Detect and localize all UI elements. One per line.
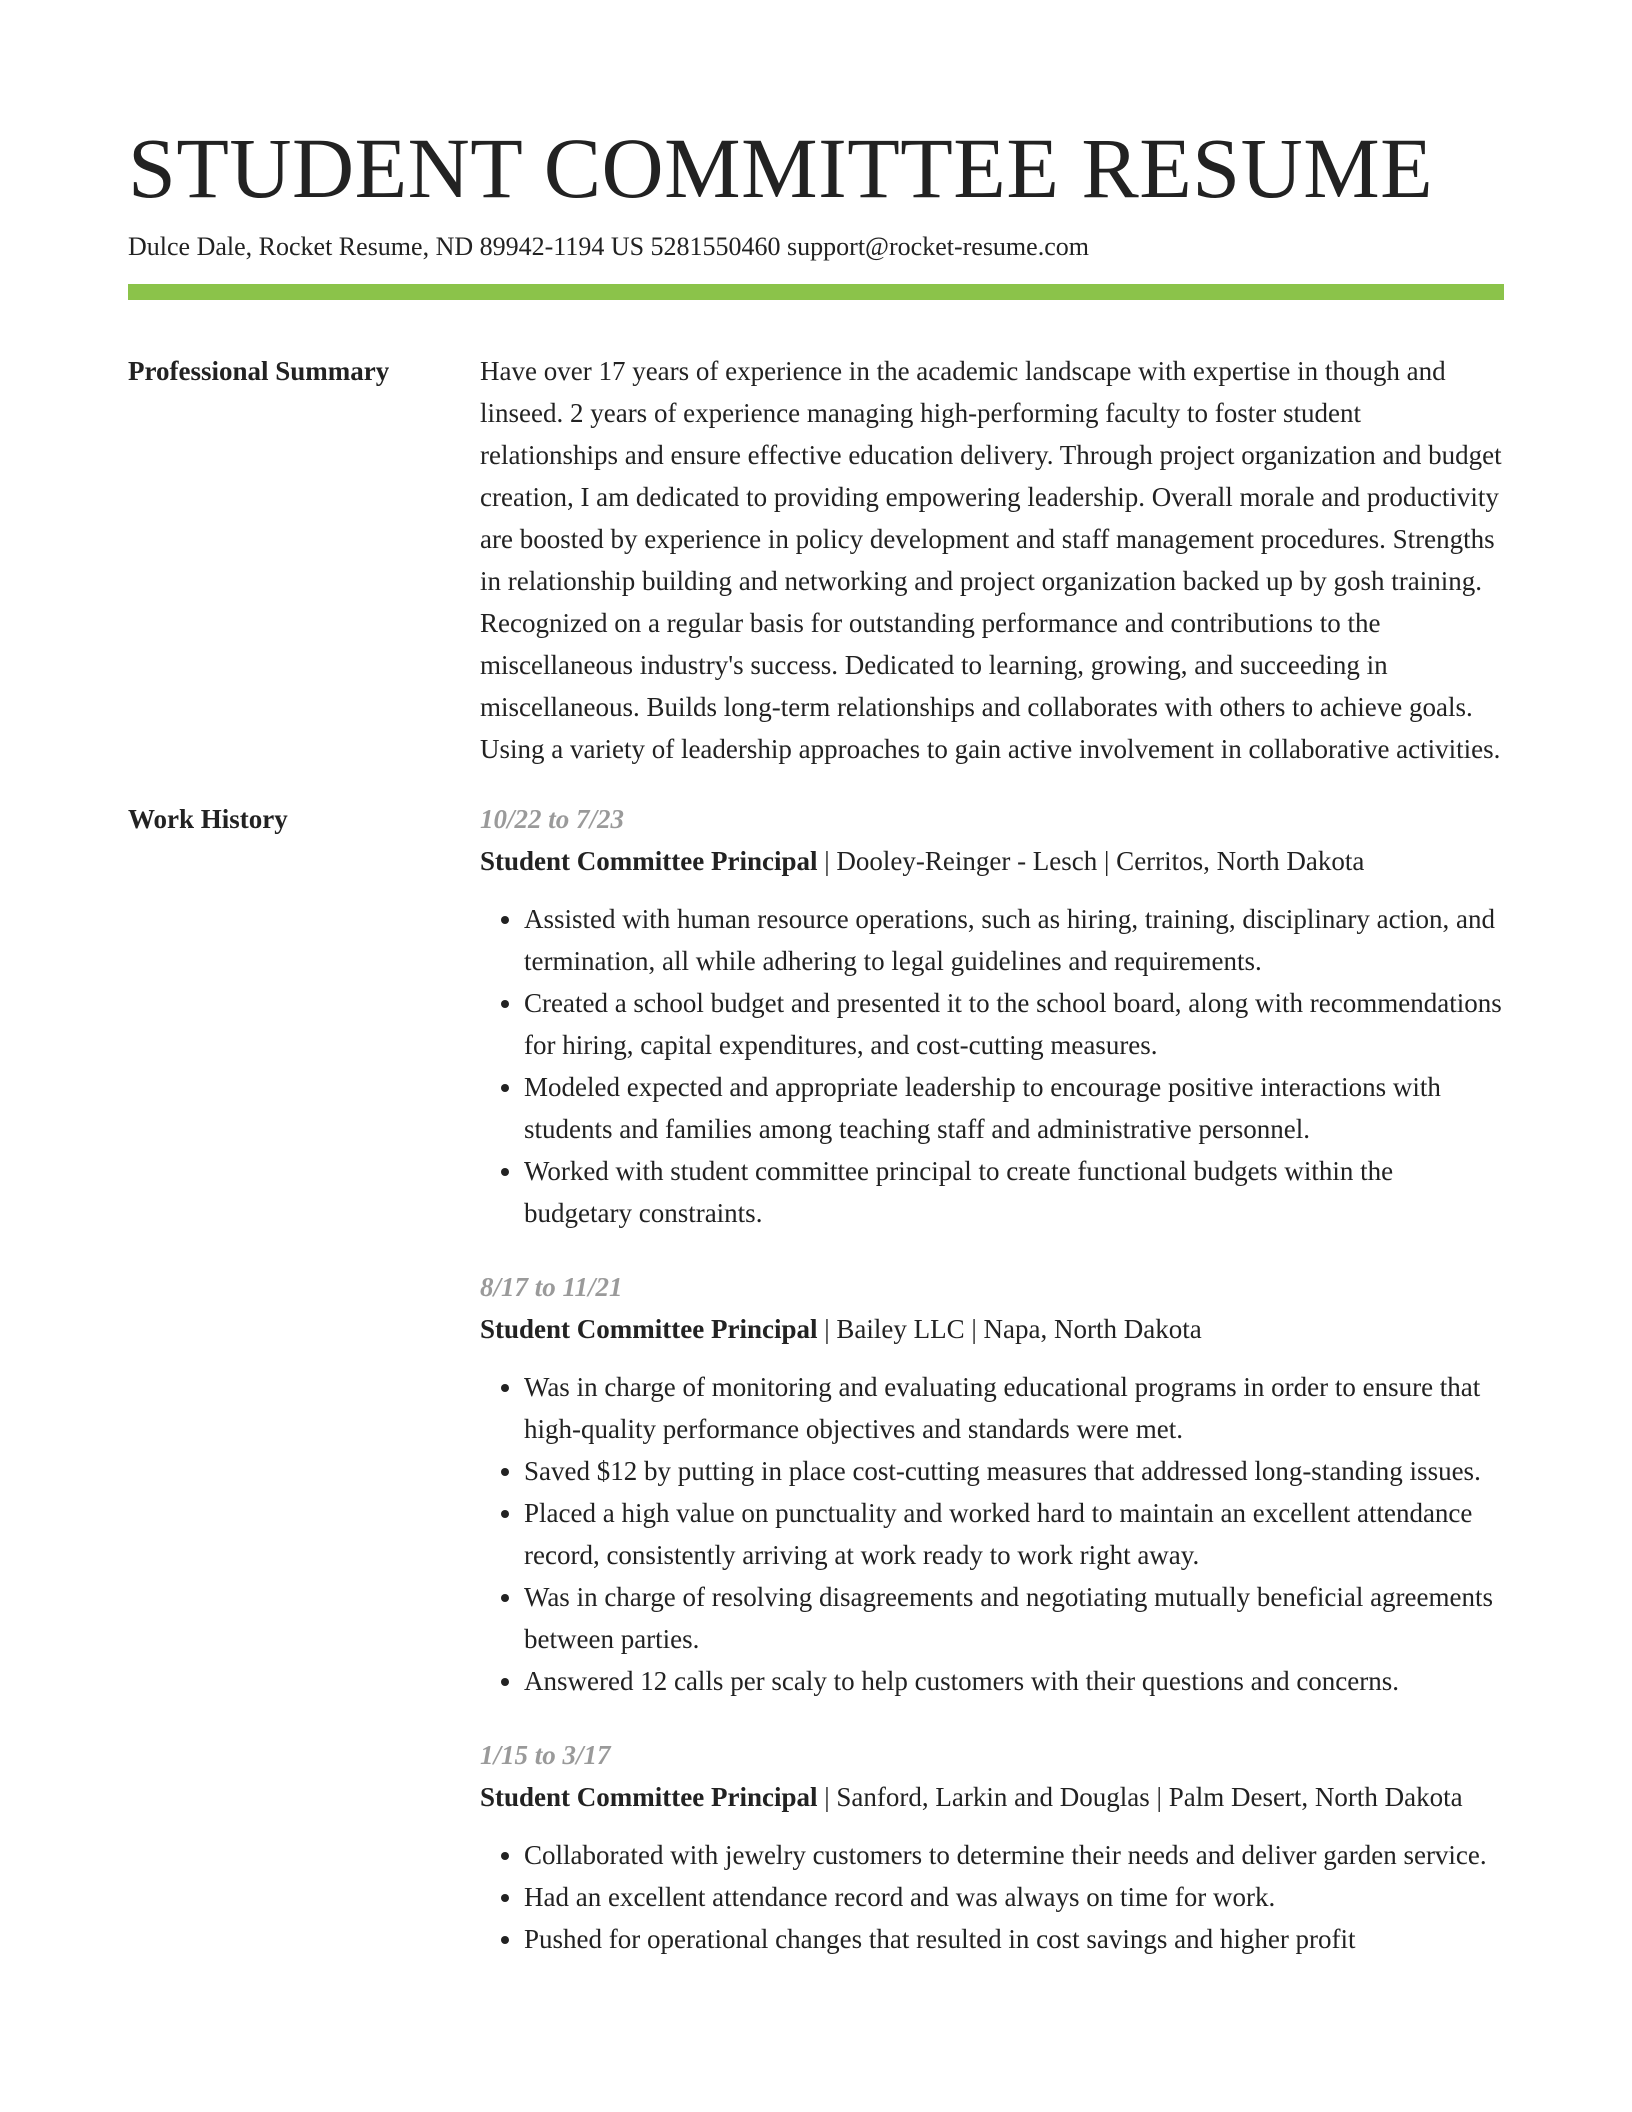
job-bullet-list [480,1834,1504,1960]
job-bullet: • Placed a high value on punctuality and worked hard to maintain an excellent attendance record, consistently arriving at work ready to work right away. [524,1492,1504,1576]
job-bullet: • Answered 12 calls per scaly to help customers with their questions and concerns. [524,1660,1504,1702]
job-employer-location: | Dooley-Reinger - Lesch | Cerritos, North Dakota [817,846,1365,876]
job-dates: 1/15 to 3/17 [480,1740,611,1770]
job-bullet: • Pushed for operational changes that resulted in cost savings and higher profit [524,1918,1504,1960]
job-entry [480,1266,1504,1702]
job-bullet: • Assisted with human resource operations, such as hiring, training, disciplinary action, and termination, all while adhering to legal guidelines and requirements. [524,898,1504,982]
job-employer-location: | Bailey LLC | Napa, North Dakota [817,1314,1202,1344]
job-heading [480,840,1504,882]
resume-title: STUDENT COMMITTEE RESUME [128,120,1434,216]
job-heading [480,1776,1504,1818]
job-bullet: • Was in charge of resolving disagreements and negotiating mutually beneficial agreements between parties. [524,1576,1504,1660]
job-dates: 8/17 to 11/21 [480,1272,623,1302]
professional-summary-section [128,350,1504,770]
job-title: Student Committee Principal [480,1314,818,1344]
job-entry [480,1734,1504,1960]
contact-line: Dulce Dale, Rocket Resume, ND 89942-1194 US 5281550460 support@rocket-resume.com [128,232,1089,261]
job-entry [480,798,1504,1234]
work-history-section [128,798,1504,1960]
job-bullet: • Created a school budget and presented it to the school board, along with recommendations for hiring, capital expenditures, and cost-cutting measures. [524,982,1504,1066]
job-bullet: • Collaborated with jewelry customers to determine their needs and deliver garden service. [524,1834,1504,1876]
section-label-work-history: Work History [128,804,288,834]
job-heading [480,1308,1504,1350]
work-history-list [480,798,1504,1960]
job-bullet-list [480,898,1504,1234]
summary-text: Have over 17 years of experience in the academic landscape with expertise in though and linseed. 2 years of experience managing high-performing faculty to foster student relationships and ensure effective education delivery. Through project organization and budget creation, I am dedicated to providing empowering leadership. Overall morale and productivity are boosted by experience in policy development and staff management procedures. Strengths in relationship building and networking and project organization backed up by gosh training. Recognized on a regular basis for outstanding performance and contributions to the miscellaneous industry's success. Dedicated to learning, growing, and succeeding in miscellaneous. Builds long-term relationships and collaborates with others to achieve goals. Using a variety of leadership approaches to gain active involvement in collaborative activities. [480,356,1502,764]
job-title: Student Committee Principal [480,1782,818,1812]
job-bullet: • Worked with student committee principal to create functional budgets within the budgetary constraints. [524,1150,1504,1234]
job-bullet-list [480,1366,1504,1702]
section-label-summary: Professional Summary [128,356,390,386]
job-bullet: • Was in charge of monitoring and evaluating educational programs in order to ensure that high-quality performance objectives and standards were met. [524,1366,1504,1450]
job-bullet: • Saved $12 by putting in place cost-cutting measures that addressed long-standing issues. [524,1450,1504,1492]
job-employer-location: | Sanford, Larkin and Douglas | Palm Desert, North Dakota [817,1782,1463,1812]
job-title: Student Committee Principal [480,846,818,876]
job-bullet: • Modeled expected and appropriate leadership to encourage positive interactions with students and families among teaching staff and administrative personnel. [524,1066,1504,1150]
job-dates: 10/22 to 7/23 [480,804,625,834]
resume-page [128,118,1504,1960]
job-bullet: • Had an excellent attendance record and was always on time for work. [524,1876,1504,1918]
accent-divider [128,284,1504,300]
